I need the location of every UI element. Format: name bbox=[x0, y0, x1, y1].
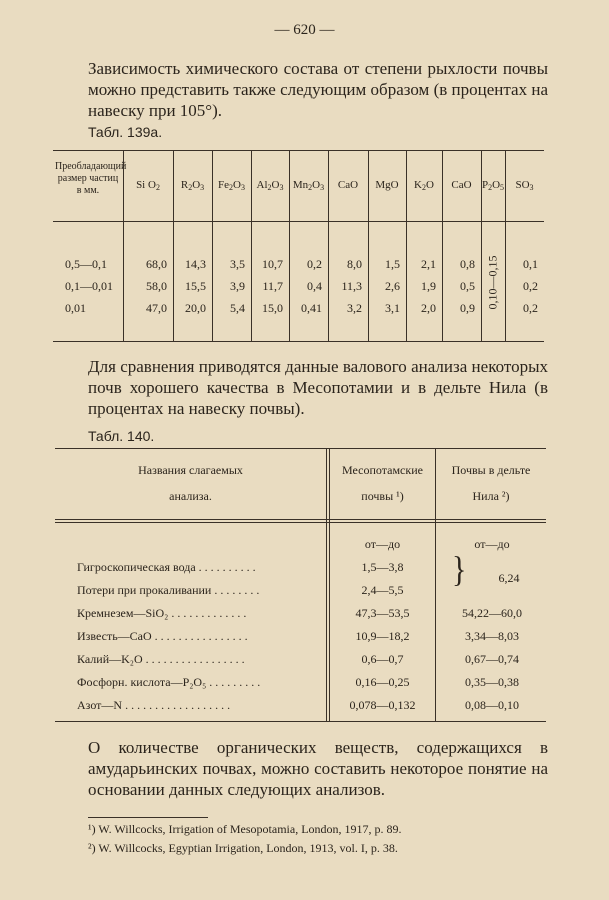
table-140-label: Табл. 140. bbox=[88, 428, 155, 444]
table-cell: 3,5 bbox=[230, 257, 245, 271]
col-header-fe2o3: $Fe_2O_3$ bbox=[218, 179, 245, 192]
page-number: — 620 — bbox=[274, 22, 335, 38]
nile-combined-value: 6,24 bbox=[498, 571, 520, 585]
col-header-k2o: $K_2O$ bbox=[414, 179, 434, 192]
table-cell: 68,0 bbox=[146, 257, 167, 271]
col-header-mgo: MgO bbox=[375, 179, 399, 191]
row-name: Кремнезем—SiO₂ . . . . . . . . . . . . . bbox=[77, 606, 247, 620]
table-cell: 14,3 bbox=[185, 257, 206, 271]
table-cell: 2,1 bbox=[421, 257, 436, 271]
col-header-sio2: Si $O_2$ bbox=[136, 179, 160, 192]
table-cell: 0,9 bbox=[460, 301, 475, 315]
footnote-1: ¹) W. Willcocks, Irrigation of Mesopotamia, London, 1917, p. 89. bbox=[88, 822, 402, 836]
col-header-so3: $SO_3$ bbox=[515, 179, 534, 192]
table-cell: 15,0 bbox=[262, 301, 283, 315]
row-name: Фосфорн. кислота—P₂O₅ . . . . . . . . . bbox=[77, 675, 261, 689]
row-name: Азот—N . . . . . . . . . . . . . . . . . . bbox=[77, 698, 231, 712]
table-cell: 5,4 bbox=[230, 301, 245, 315]
meso-value: 0,6—0,7 bbox=[361, 652, 404, 666]
size-column-header: Преобладающий размер частиц в мм. bbox=[55, 161, 127, 196]
table-139a bbox=[53, 150, 544, 342]
row-name: Известь—CaO . . . . . . . . . . . . . . . . bbox=[77, 629, 248, 643]
col-header-p2o5: $P_2O_5$ bbox=[481, 179, 505, 192]
range-label-meso: от—до bbox=[364, 537, 401, 551]
table-cell: 2,0 bbox=[421, 301, 436, 315]
row-name: Потери при прокаливании . . . . . . . . bbox=[77, 583, 260, 597]
table-cell: 0,2 bbox=[523, 279, 538, 293]
nile-value: 0,35—0,38 bbox=[465, 675, 519, 689]
table-cell: 58,0 bbox=[146, 279, 167, 293]
col-header-al2o3: $Al_2O_3$ bbox=[256, 179, 284, 192]
table-cell: 1,9 bbox=[421, 279, 436, 293]
col-header-mn2o3: $Mn_2O_3$ bbox=[292, 179, 325, 192]
table-cell: 3,1 bbox=[385, 301, 400, 315]
table-cell: 1,5 bbox=[385, 257, 400, 271]
table-cell: 2,6 bbox=[385, 279, 400, 293]
table-cell: 0,4 bbox=[307, 279, 322, 293]
table-cell: 8,0 bbox=[347, 257, 362, 271]
meso-value: 0,078—0,132 bbox=[349, 698, 416, 712]
row-size: 0,01 bbox=[65, 301, 86, 315]
table-cell: 0,5 bbox=[460, 279, 475, 293]
header-mesopotamia: Месопотамские почвы ¹) bbox=[342, 463, 423, 503]
nile-value: 3,34—8,03 bbox=[465, 629, 519, 643]
range-label-nile: от—до bbox=[474, 537, 510, 551]
row-name: Гигроскопическая вода . . . . . . . . . . bbox=[77, 560, 256, 574]
footnote-divider bbox=[88, 817, 208, 818]
meso-value: 1,5—3,8 bbox=[361, 560, 404, 574]
table-cell: 47,0 bbox=[146, 301, 167, 315]
table-cell: 0,1 bbox=[523, 257, 538, 271]
table-cell: 11,7 bbox=[262, 279, 283, 293]
nile-value: 0,67—0,74 bbox=[465, 652, 519, 666]
meso-value: 2,4—5,5 bbox=[361, 583, 404, 597]
table-cell: 3,9 bbox=[230, 279, 245, 293]
table-cell: 11,3 bbox=[341, 279, 362, 293]
table-cell: 3,2 bbox=[347, 301, 362, 315]
table-139a-label: Табл. 139а. bbox=[88, 124, 163, 140]
p2o5-common-value: 0,10—0,15 bbox=[485, 255, 500, 310]
table-cell: 0,8 bbox=[460, 257, 475, 271]
row-size: 0,5—0,1 bbox=[65, 257, 107, 271]
paragraph-comparison: Для сравнения приводятся данные валового анализа некоторых почв хорошего качества в Месопотамии и в дельте Нила (в процентах на навеску почвы). bbox=[88, 357, 548, 418]
brace-icon: } bbox=[452, 549, 467, 590]
header-component-names: Названия слагаемых анализа. bbox=[138, 463, 243, 503]
nile-value: 54,22—60,0 bbox=[462, 606, 522, 620]
meso-value: 0,16—0,25 bbox=[355, 675, 410, 689]
table-cell: 0,41 bbox=[301, 301, 322, 315]
col-header-r2o3: $R_2O_3$ bbox=[180, 179, 205, 192]
paragraph-organic: О количестве органических веществ, содержащихся в амударьинских почвах, можно составить некоторое понятие на основании данных следующих анализов. bbox=[88, 738, 548, 799]
paragraph-intro: Зависимость химического состава от степени рыхлости почвы можно представить также следующим образом (в процентах на навеску при 105°). bbox=[88, 59, 548, 120]
table-cell: 15,5 bbox=[185, 279, 206, 293]
header-nile: Почвы в дельте Нила ²) bbox=[451, 463, 531, 503]
meso-value: 47,3—53,5 bbox=[355, 606, 410, 620]
col-header-cao: CaO bbox=[337, 179, 359, 191]
table-cell: 20,0 bbox=[185, 301, 206, 315]
footnote-2: ²) W. Willcocks, Egyptian Irrigation, London, 1913, vol. I, p. 38. bbox=[88, 841, 398, 855]
table-cell: 0,2 bbox=[307, 257, 322, 271]
row-name: Калий—K₂O . . . . . . . . . . . . . . . . . bbox=[77, 652, 245, 666]
meso-value: 10,9—18,2 bbox=[355, 629, 410, 643]
table-cell: 0,2 bbox=[523, 301, 538, 315]
table-cell: 10,7 bbox=[262, 257, 283, 271]
row-size: 0,1—0,01 bbox=[65, 279, 113, 293]
col-header-cao-2: CaO bbox=[451, 179, 472, 191]
nile-value: 0,08—0,10 bbox=[465, 698, 519, 712]
table-140 bbox=[55, 448, 546, 722]
